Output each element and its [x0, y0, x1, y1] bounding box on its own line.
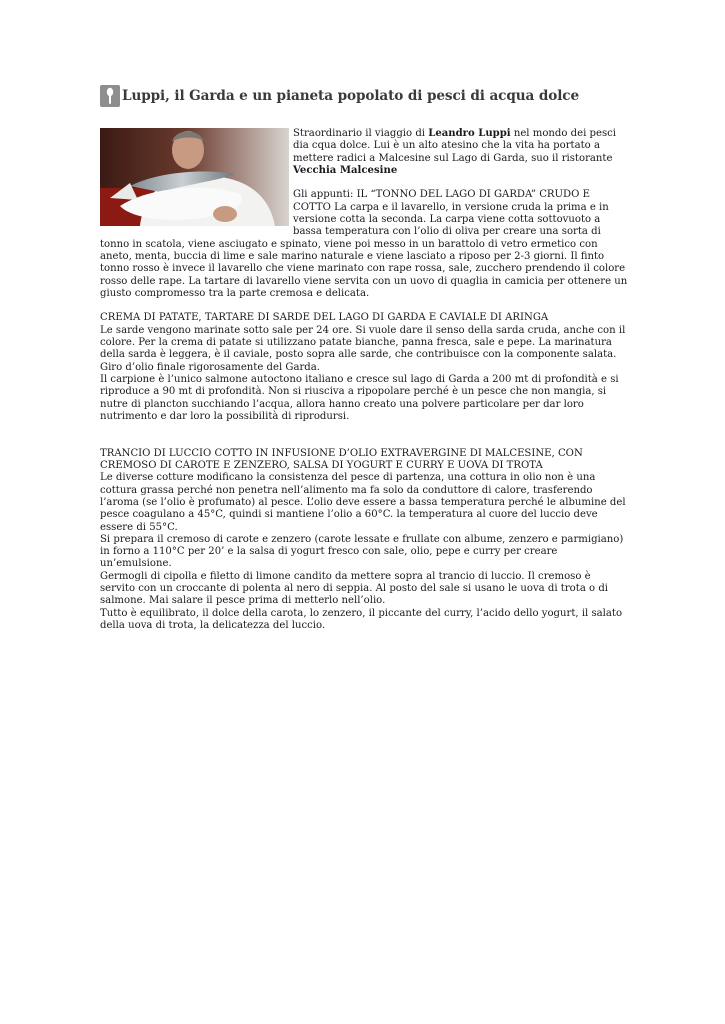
title-row [100, 84, 628, 108]
luccio-paragraph: Le diverse cotture modificano la consistenza del pesce di partenza, una cottura in olio non è una cottura grassa perché non penetra nell’alimento ma fa solo da conduttore di calore, trasferendo l’aroma (se l’olio è profumato) al pesce. L’olio deve essere a bassa temperatura perché le albumine del pesce coagulano a 45°C, quindi si mantiene l’olio a 60°C. la temperatura al cuore del luccio deve essere di 55°C. [100, 472, 626, 533]
luccio-heading: TRANCIO DI LUCCIO COTTO IN INFUSIONE D’OLIO EXTRAVERGINE DI MALCESINE, CON CREMOSO DI CAROTE E ZENZERO, SALSA DI YOGURT E CURRY E UOVA DI TROTA [100, 447, 583, 472]
crema-heading: CREMA DI PATATE, TARTARE DI SARDE DEL LAGO DI GARDA E CAVIALE DI ARINGA [100, 312, 549, 324]
fork-icon [100, 85, 120, 107]
article [100, 84, 628, 632]
germogli-paragraph: Germogli di cipolla e filetto di limone candito da mettere sopra al trancio di luccio. Il cremoso è servito con un croccante di polenta al nero di seppia. Al posto del sale si usano le uova di trota o di salmone. Mai salare il pesce prima di metterlo nell’olio. [100, 570, 609, 607]
conclusion-paragraph: Tutto è equilibrato, il dolce della carota, lo zenzero, il piccante del curry, l’acido dello yogurt, il salato della uova di trota, la delicatezza del luccio. [100, 607, 623, 631]
cremoso-paragraph: Si prepara il cremoso di carote e zenzero (carote lessate e frullate con albume, zenzero e parmigiano) in forno a 110°C per 20’ e la salsa di yogurt fresco con sale, olio, pepe e curry per creare un’emulsione. [100, 533, 624, 570]
chef-name: Leandro Luppi [428, 128, 511, 139]
article-title: Luppi, il Garda e un pianeta popolato di pesci di acqua dolce [122, 88, 580, 104]
chef-photo [100, 128, 289, 226]
crema-paragraph: Le sarde vengono marinate sotto sale per 24 ore. Si vuole dare il senso della sarda cruda, anche con il colore. Per la crema di patate si utilizzano patate bianche, panna fresca, sale e pepe. La marinatura della sarda è leggera, è il caviale, posto sopra alle sarde, che contribuisce con la componente salata. Giro d’olio finale rigorosamente del Garda. [100, 324, 626, 373]
restaurant-name: Vecchia Malcesine [293, 164, 398, 176]
article-body: Straordinario il viaggio di Leandro Luppi nel mondo dei pesci dia cqua dolce. Lui è un alto atesino che la vita ha portato a mettere radici a Malcesine sul Lago di Garda, suo il ristorante Vecchia Malcesine Gli appunti: IL “TONNO DEL LAGO DI GARDA” CRUDO E COTTO La carpa e il lavarello, in versione cruda la prima e in versione cotta la seconda. La carpa viene cotta sottovuoto a bassa temperatura con l’olio di oliva per creare una sorta di tonno in scatola, viene asciugato e spinato, viene poi messo in un barattolo di vetro ermetico con aneto, menta, buccia di lime e sale marino naturale e viene lasciato a riposo per 2-3 giorni. Il finto tonno rosso è invece il lavarello che viene marinato con rape rossa, sale, zucchero prendendo il colore rosso delle rape. La tartare di lavarello viene servita con un uovo di quaglia in camicia per ottenere un giusto compromesso tra la parte cremosa e delicata. CREMA DI PATATE, TARTARE DI SARDE DEL LAGO DI GARDA E CAVIALE DI ARINGA Le sarde vengono marinate sotto sale per 24 ore. Si vuole dare il senso della sarda cruda, anche con il colore. Per la crema di patate si utilizzano patate bianche, panna fresca, sale e pepe. La marinatura della sarda è leggera, è il caviale, posto sopra alle sarde, che contribuisce con la componente salata. Giro d’olio finale rigorosamente del Garda. Il carpione è l’unico salmone autoctono italiano e cresce sul lago di Garda a 200 mt di profondità e si riproduce a 90 mt di profondità. Non si riusciva a ripopolare perché è un pesce che non mangia, si nutre di plancton succhiando l’acqua, allora hanno creato una polvere particolare per dar loro nutrimento e dar loro la possibilità di riprodursi. TRANCIO DI LUCCIO COTTO IN INFUSIONE D’OLIO EXTRAVERGINE DI MALCESINE, CON CREMOSO DI CAROTE E ZENZERO, SALSA DI YOGURT E CURRY E UOVA DI TROTA Le diverse cotture modificano la consistenza del pesce di partenza, una cottura in olio non è una cottura grassa perché non penetra nell’alimento ma fa solo da conduttore di calore, trasferendo l’aroma (se l’olio è profumato) al pesce. L’olio deve essere a bassa temperatura perché le albumine del pesce coagulano a 45°C, quindi si mantiene l’olio a 60°C. la temperatura al cuore del luccio deve essere di 55°C. Si prepara il cremoso di carote e zenzero (carote lessate e frullate con albume, zenzero e parmigiano) in forno a 110°C per 20’ e la salsa di yogurt fresco con sale, olio, pepe e curry per creare un’emulsione. Germogli di cipolla e filetto di limone candito da mettere sopra al trancio di luccio. Il cremoso è servito con un croccante di polenta al nero di seppia. Al posto del sale si usano le uova di trota o di salmone. Mai salare il pesce prima di metterlo nell’olio. Tutto è equilibrato, il dolce della carota, lo zenzero, il piccante del curry, l’acido dello yogurt, il salato della uova di trota, la delicatezza del luccio. [100, 128, 628, 631]
tonno-paragraph: Gli appunti: IL “TONNO DEL LAGO DI GARDA” CRUDO E COTTO La carpa e il lavarello, in versione cruda la prima e in versione cotta la seconda. La carpa viene cotta sottovuoto a bassa temperatura con l’olio di oliva per creare una sorta di tonno in scatola, viene asciugato e spinato, viene poi messo in un barattolo di vetro ermetico con aneto, menta, buccia di lime e sale marino naturale e viene lasciato a riposo per 2-3 giorni. Il finto tonno rosso è invece il lavarello che viene marinato con rape rossa, sale, zucchero prendendo il colore rosso delle rape. La tartare di lavarello viene servita con un uovo di quaglia in camicia per ottenere un giusto compromesso tra la parte cremosa e delicata. [100, 189, 628, 299]
carpione-paragraph: Il carpione è l’unico salmone autoctono italiano e cresce sul lago di Garda a 200 mt di profondità e si riproduce a 90 mt di profondità. Non si riusciva a ripopolare perché è un pesce che non mangia, si nutre di plancton succhiando l’acqua, allora hanno creato una polvere particolare per dar loro nutrimento e dar loro la possibilità di riprodursi. [100, 373, 619, 422]
